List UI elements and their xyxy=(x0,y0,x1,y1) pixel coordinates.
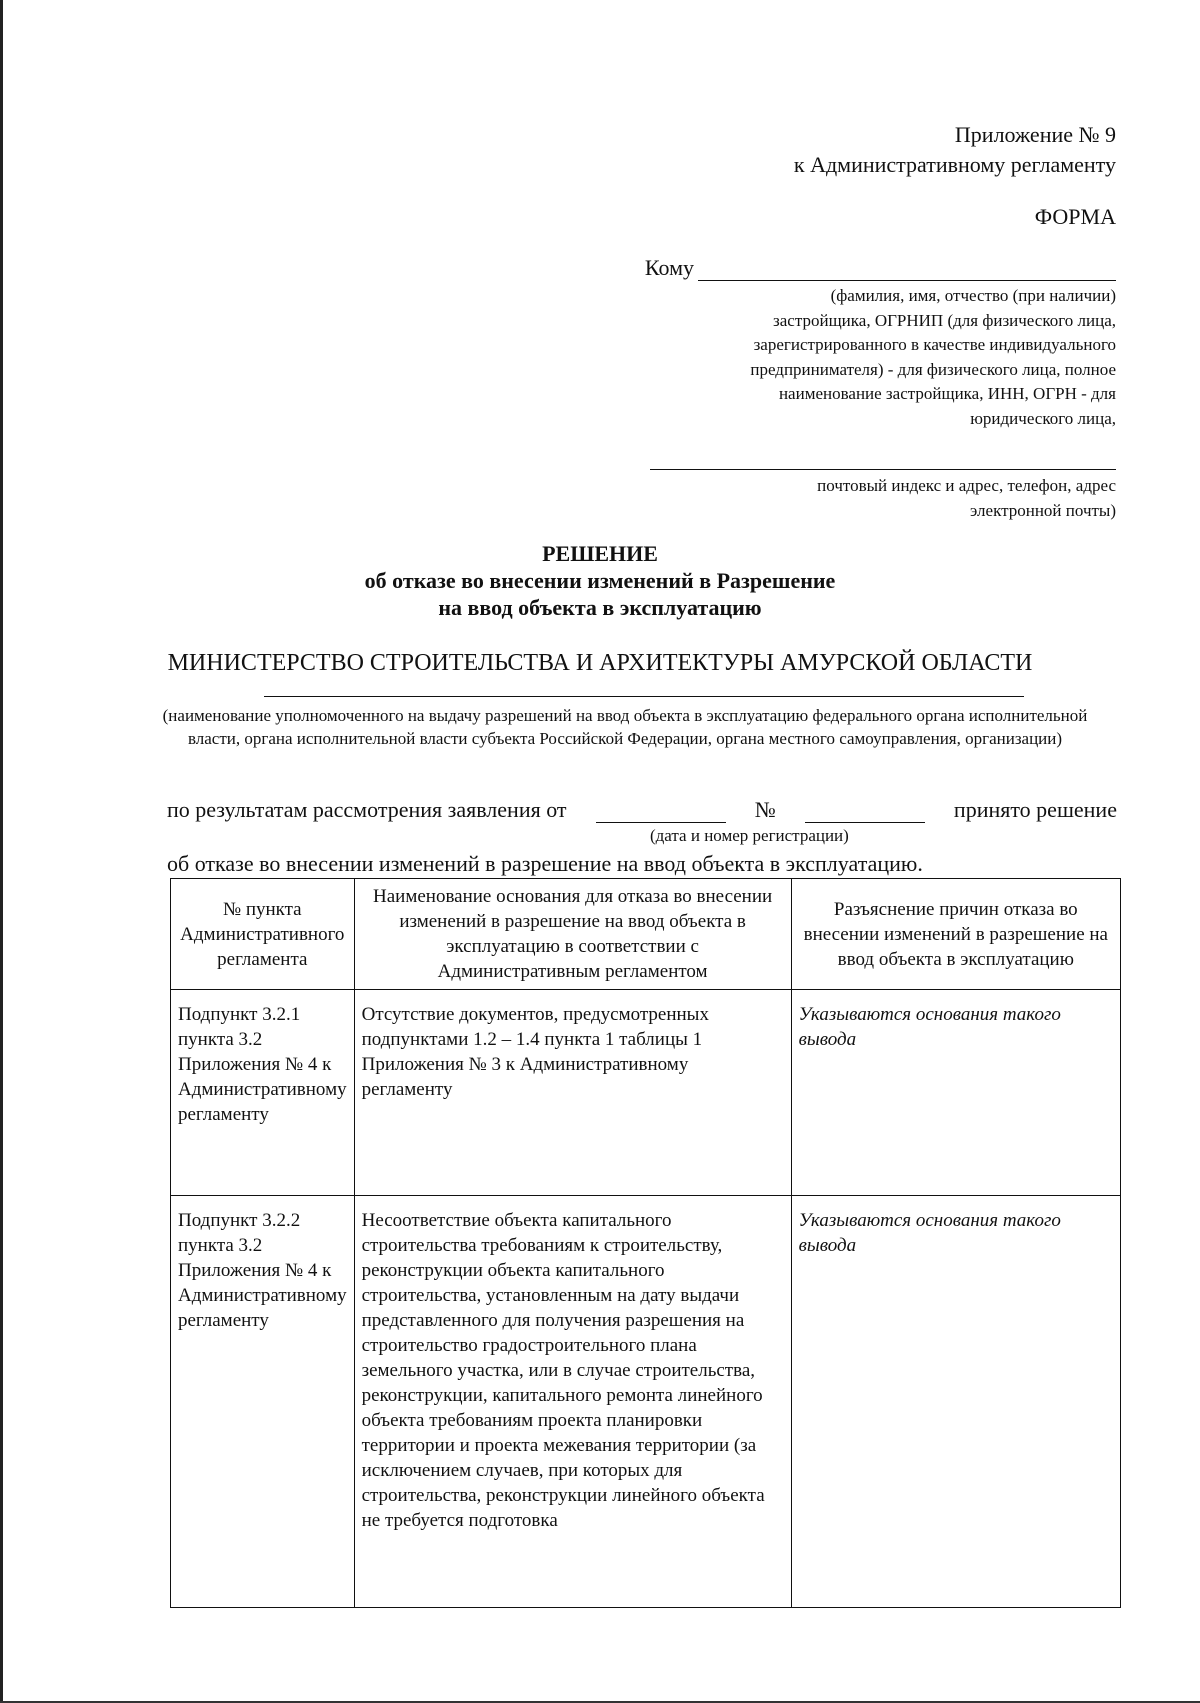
row-point: Подпункт 3.2.1 пункта 3.2 Приложения № 4 к Административному регламенту xyxy=(171,990,355,1196)
document-title xyxy=(0,540,1200,621)
title-subtitle-1: об отказе во внесении изменений в Разрешение xyxy=(364,568,836,593)
appendix-reference xyxy=(794,120,1116,180)
refusal-reasons-table xyxy=(170,878,1121,1608)
registration-hint: (дата и номер регистрации) xyxy=(650,826,849,845)
recipient-field[interactable] xyxy=(698,258,1116,281)
decision-prefix: по результатам рассмотрения заявления от xyxy=(167,797,567,822)
recipient-address-field[interactable] xyxy=(650,469,1116,470)
row-basis: Отсутствие документов, предусмотренных подпунктами 1.2 – 1.4 пункта 1 таблицы 1 Приложения № 3 к Административному регламенту xyxy=(354,990,791,1196)
title-main: РЕШЕНИЕ xyxy=(542,541,658,566)
decision-statement xyxy=(167,797,1117,823)
ministry-name: МИНИСТЕРСТВО СТРОИТЕЛЬСТВА И АРХИТЕКТУРЫ АМУРСКОЙ ОБЛАСТИ xyxy=(167,650,1033,676)
form-label: ФОРМА xyxy=(1034,204,1116,229)
ministry-underline xyxy=(264,696,1024,697)
ministry-hint: (наименование уполномоченного на выдачу разрешений на ввод объекта в эксплуатацию федерального органа исполнительной власти, органа исполнительной власти субъекта Российской Федерации, органа местного самоуправления, организации) xyxy=(162,706,1088,748)
application-date-field[interactable] xyxy=(596,802,726,823)
table-header-row xyxy=(171,879,1121,990)
application-number-field[interactable] xyxy=(805,802,925,823)
page-left-edge xyxy=(0,0,3,1703)
to-label: Кому xyxy=(644,255,694,280)
appendix-regulation: к Административному регламенту xyxy=(793,152,1116,177)
decision-suffix: принято решение xyxy=(953,797,1117,822)
row-basis: Несоответствие объекта капитального строительства требованиям к строительству, реконструкции объекта капитального строительства, установленным на дату выдачи представленного для получения разрешения на строительство градостроительного плана земельного участка, или в случае строительства, реконструкции, капитального ремонта линейного объекта требованиям проекта планировки территории и проекта межевания территории (за исключением случаев, при которых для строительства, реконструкции линейного объекта не требуется подготовка xyxy=(354,1196,791,1608)
contact-hint: почтовый индекс и адрес, телефон, адрес электронной почты) xyxy=(817,476,1116,520)
decision-continuation: об отказе во внесении изменений в разрешение на ввод объекта в эксплуатацию. xyxy=(167,851,923,876)
number-sign: № xyxy=(754,797,776,822)
row-point: Подпункт 3.2.2 пункта 3.2 Приложения № 4 к Административному регламенту xyxy=(171,1196,355,1608)
header-point: № пункта Административного регламента xyxy=(171,879,355,990)
recipient-hint: (фамилия, имя, отчество (при наличии) застройщика, ОГРНИП (для физического лица, зарегистрированного в качестве индивидуального предпринимателя) - для физического лица, полное наименование застройщика, ИНН, ОГРН - для юридического лица, xyxy=(750,286,1116,428)
header-basis: Наименование основания для отказа во внесении изменений в разрешение на ввод объекта в эксплуатацию в соответствии с Административным регламентом xyxy=(354,879,791,990)
row-explanation: Указываются основания такого вывода xyxy=(791,1196,1120,1608)
appendix-number: Приложение № 9 xyxy=(954,122,1116,147)
row-explanation: Указываются основания такого вывода xyxy=(791,990,1120,1196)
title-subtitle-2: на ввод объекта в эксплуатацию xyxy=(438,595,762,620)
header-explanation: Разъяснение причин отказа во внесении изменений в разрешение на ввод объекта в эксплуатацию xyxy=(791,879,1120,990)
recipient-row xyxy=(645,255,1116,281)
table-row xyxy=(171,1196,1121,1608)
table-row xyxy=(171,990,1121,1196)
